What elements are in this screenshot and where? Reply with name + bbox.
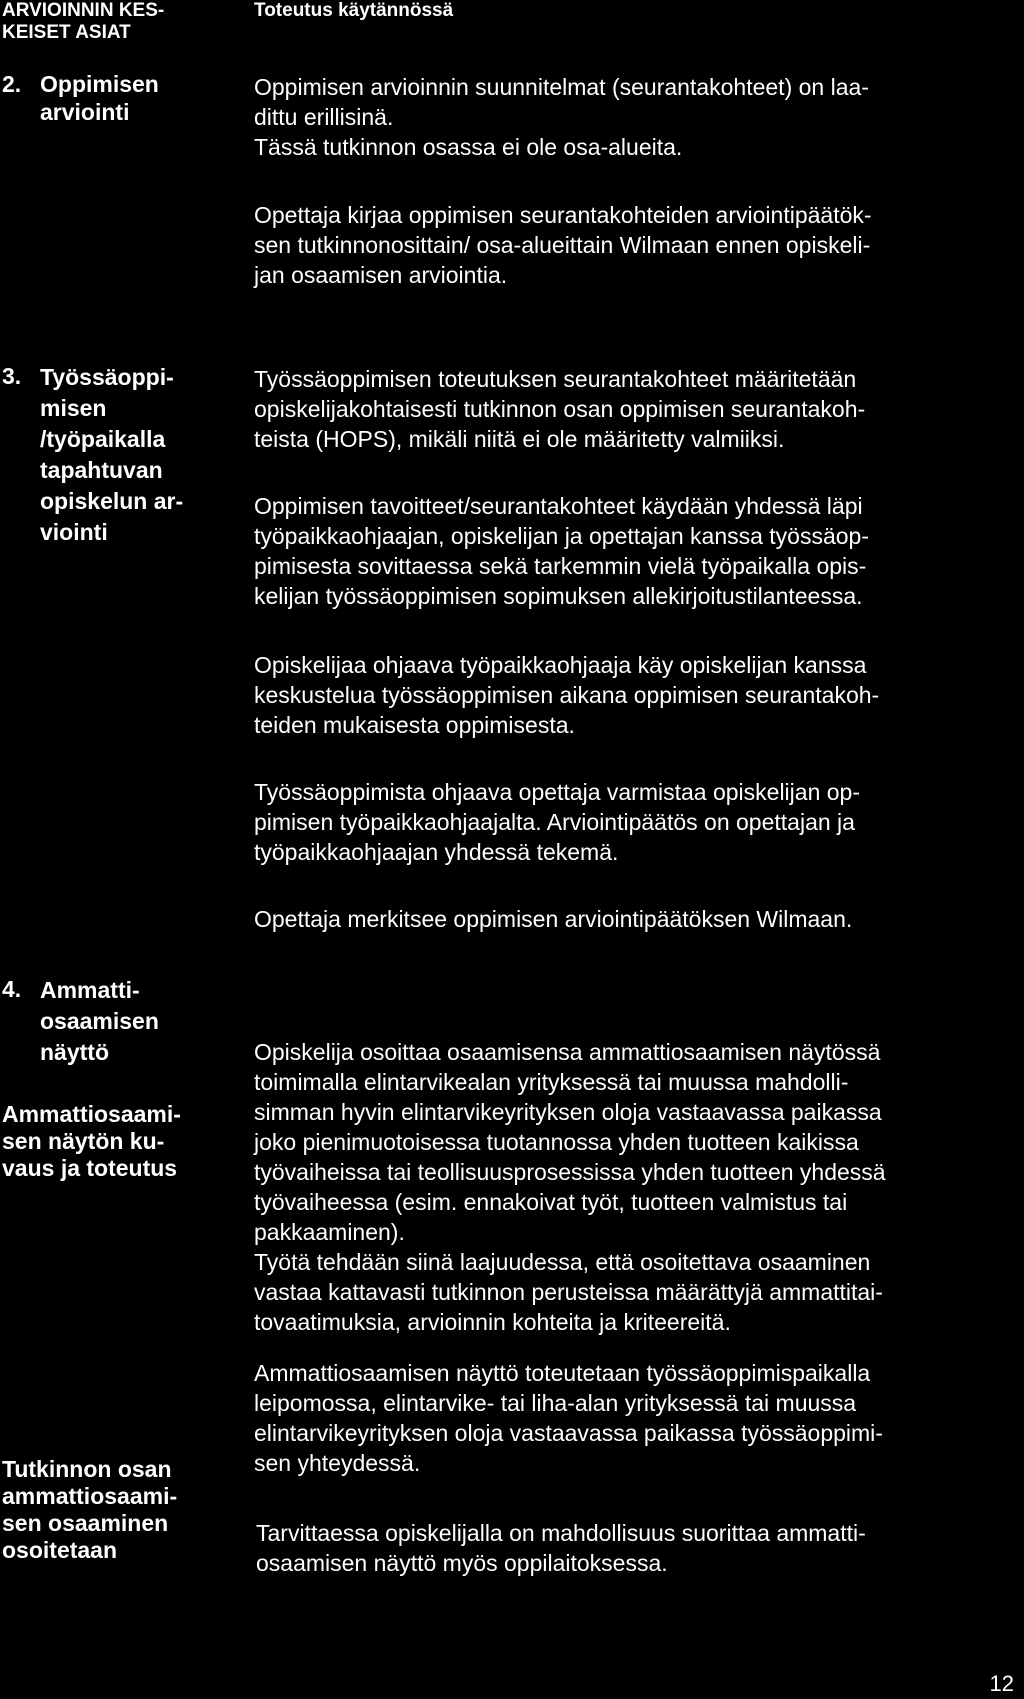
section-4-subtitle-description: Ammattiosaami- sen näytön ku- vaus ja toteutus	[2, 1101, 181, 1181]
section-3-label	[2, 362, 183, 548]
section-2-number: 2.	[2, 71, 22, 97]
section-3-paragraph-4: Työssäoppimista ohjaava opettaja varmistaa opiskelijan op- pimisen työpaikkaohjaajalta. Arviointipäätös on opettajan ja työpaikkaohjaajan yhdessä tekemä.	[254, 779, 860, 865]
section-3-paragraph-5: Opettaja merkitsee oppimisen arviointipäätöksen Wilmaan.	[254, 906, 853, 932]
column-header-right: Toteutus käytännössä	[254, 0, 454, 21]
section-4-paragraph-2: Ammattiosaamisen näyttö toteutetaan työssäoppimispaikalla leipomossa, elintarvike- tai liha-alan yrityksessä tai muussa elintarvikeyrityksen oloja vastaavassa paikassa työssäoppimi- sen yhteydessä.	[254, 1360, 883, 1476]
section-2-paragraph-2: Opettaja kirjaa oppimisen seurantakohteiden arviointipäätök- sen tutkinnonosittain/ osa-alueittain Wilmaan ennen opiskeli- jan osaamisen arviointia.	[254, 202, 872, 288]
section-4-label	[2, 975, 159, 1068]
section-3-title: Työssäoppi- misen /työpaikalla tapahtuvan opiskelun ar- viointi	[40, 364, 184, 545]
column-header-left: ARVIOINNIN KES- KEISET ASIAT	[2, 0, 165, 43]
section-4-paragraph-1: Opiskelija osoittaa osaamisensa ammattiosaamisen näytössä toimimalla elintarvikealan yrityksessä tai muussa mahdolli- simman hyvin elintarvikeyrityksen oloja vastaavassa paikassa joko pienimuotoisessa tuotannossa yhden tuotteen kaikissa työvaiheissa tai teollisuusprosessissa yhden tuotteen yhdessä työvaiheessa (esim. ennakoivat työt, tuotteen valmistus tai pakkaaminen). Työtä tehdään siinä laajuudessa, että osoitettava osaaminen vastaa kattavasti tutkinnon perusteissa määrättyjä ammattitai- tovaatimuksia, arvioinnin kohteita ja kriteereitä.	[254, 1039, 886, 1335]
section-4-subtitle-demonstration: Tutkinnon osan ammattiosaami- sen osaaminen osoitetaan	[2, 1456, 178, 1563]
section-3-paragraph-3: Opiskelijaa ohjaava työpaikkaohjaaja käy opiskelijan kanssa keskustelua työssäoppimisen aikana oppimisen seurantakoh- teiden mukaisesta oppimisesta.	[254, 652, 880, 738]
section-4-paragraph-3: Tarvittaessa opiskelijalla on mahdollisuus suorittaa ammatti- osaamisen näyttö myös oppilaitoksessa.	[256, 1520, 866, 1576]
section-3-number: 3.	[2, 363, 22, 389]
section-2-label	[2, 70, 159, 126]
section-2-title: Oppimisen arviointi	[40, 71, 159, 125]
page-number: 12	[989, 1671, 1014, 1696]
section-2-paragraph-1: Oppimisen arvioinnin suunnitelmat (seurantakohteet) on laa- dittu erillisinä. Tässä tutkinnon osassa ei ole osa-alueita.	[254, 74, 869, 160]
section-4-title: Ammatti- osaamisen näyttö	[40, 977, 159, 1065]
section-4-number: 4.	[2, 976, 22, 1002]
section-3-paragraph-2: Oppimisen tavoitteet/seurantakohteet käydään yhdessä läpi työpaikkaohjaajan, opiskelijan ja opettajan kanssa työssäop- pimisesta sovittaessa sekä tarkemmin vielä työpaikalla opis- kelijan työssäoppimisen sopimuksen allekirjoitustilanteessa.	[254, 493, 870, 609]
section-3-paragraph-1: Työssäoppimisen toteutuksen seurantakohteet määritetään opiskelijakohtaisesti tutkinnon osan oppimisen seurantakoh- teista (HOPS), mikäli niitä ei ole määritetty valmiiksi.	[254, 366, 866, 452]
